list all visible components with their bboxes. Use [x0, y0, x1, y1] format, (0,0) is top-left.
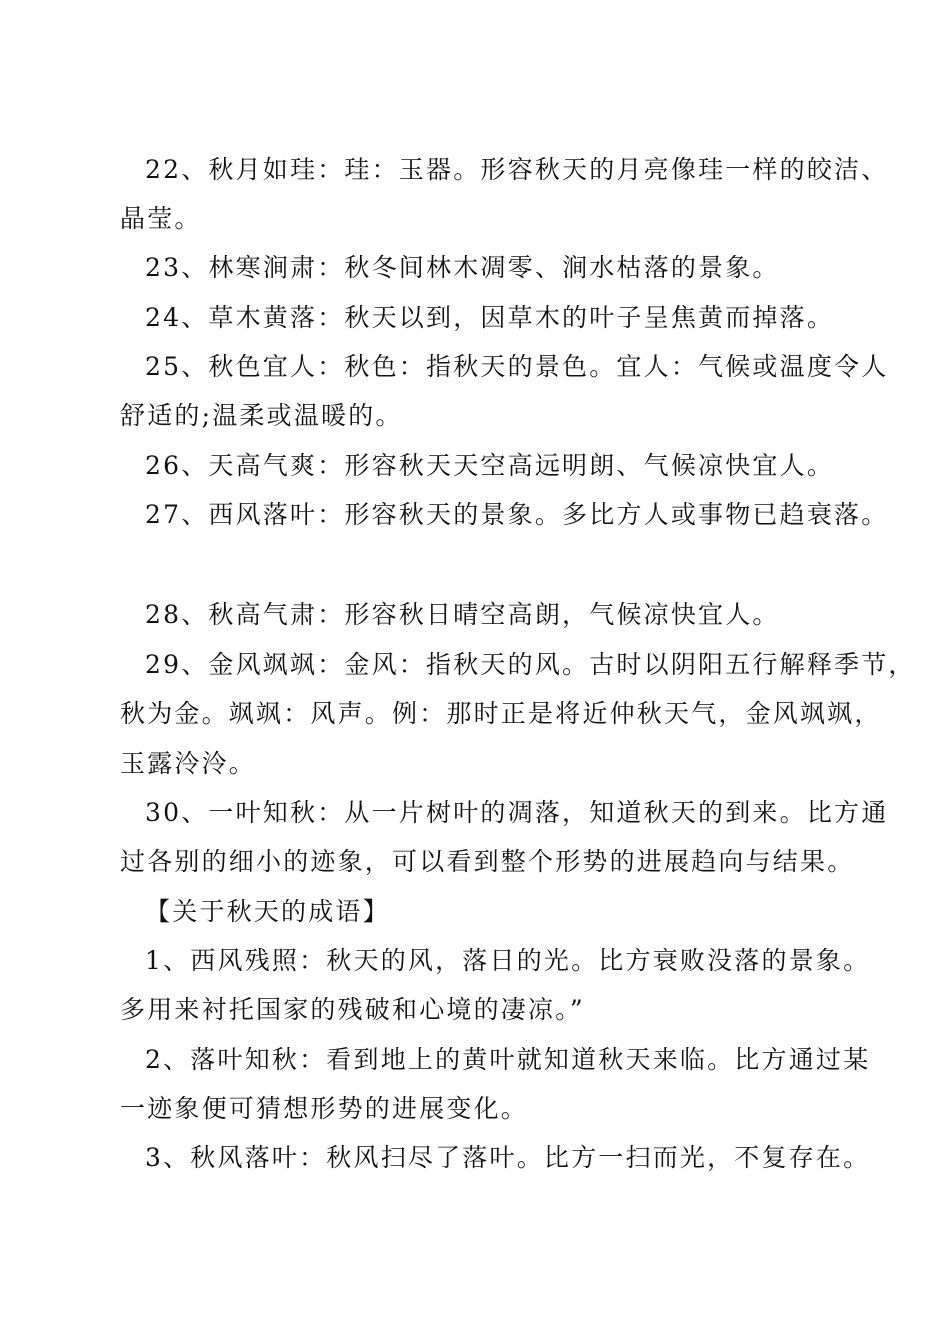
- text-line: 27、西风落叶：形容秋天的景象。多比方人或事物已趋衰落。: [145, 500, 889, 529]
- text-line: 晶莹。: [120, 204, 202, 233]
- text-line: 29、金风飒飒：金风：指秋天的风。古时以阴阳五行解释季节，: [145, 650, 916, 679]
- section-heading: 【关于秋天的成语】: [145, 897, 390, 926]
- text-line: 2、落叶知秋：看到地上的黄叶就知道秋天来临。比方通过某: [145, 1045, 871, 1074]
- text-line: 1、西风残照：秋天的风，落日的光。比方衰败没落的景象。: [145, 946, 871, 975]
- text-line: 25、秋色宜人：秋色：指秋天的景色。宜人：气候或温度令人: [145, 352, 889, 381]
- text-line: 22、秋月如珪：珪：玉器。形容秋天的月亮像珪一样的皎洁、: [145, 155, 889, 184]
- text-line: 一迹象便可猜想形势的进展变化。: [120, 1094, 529, 1123]
- text-line: 秋为金。飒飒：风声。例：那时正是将近仲秋天气，金风飒飒，: [120, 699, 882, 728]
- text-line: 舒适的;温柔或温暖的。: [120, 401, 403, 430]
- text-line: 26、天高气爽：形容秋天天空高远明朗、气候凉快宜人。: [145, 451, 835, 480]
- text-line: 过各别的细小的迹象，可以看到整个形势的进展趋向与结果。: [120, 847, 855, 876]
- text-line: 28、秋高气肃：形容秋日晴空高朗，气候凉快宜人。: [145, 600, 780, 629]
- text-line: 多用来衬托国家的残破和心境的凄凉。”: [120, 995, 585, 1024]
- text-line: 30、一叶知秋：从一片树叶的凋落，知道秋天的到来。比方通: [145, 798, 889, 827]
- text-line: 3、秋风落叶：秋风扫尽了落叶。比方一扫而光，不复存在。: [145, 1143, 871, 1172]
- text-line: 23、林寒涧肃：秋冬间林木凋零、涧水枯落的景象。: [145, 253, 780, 282]
- text-line: 玉露泠泠。: [120, 749, 257, 778]
- text-line: 24、草木黄落：秋天以到，因草木的叶子呈焦黄而掉落。: [145, 303, 835, 332]
